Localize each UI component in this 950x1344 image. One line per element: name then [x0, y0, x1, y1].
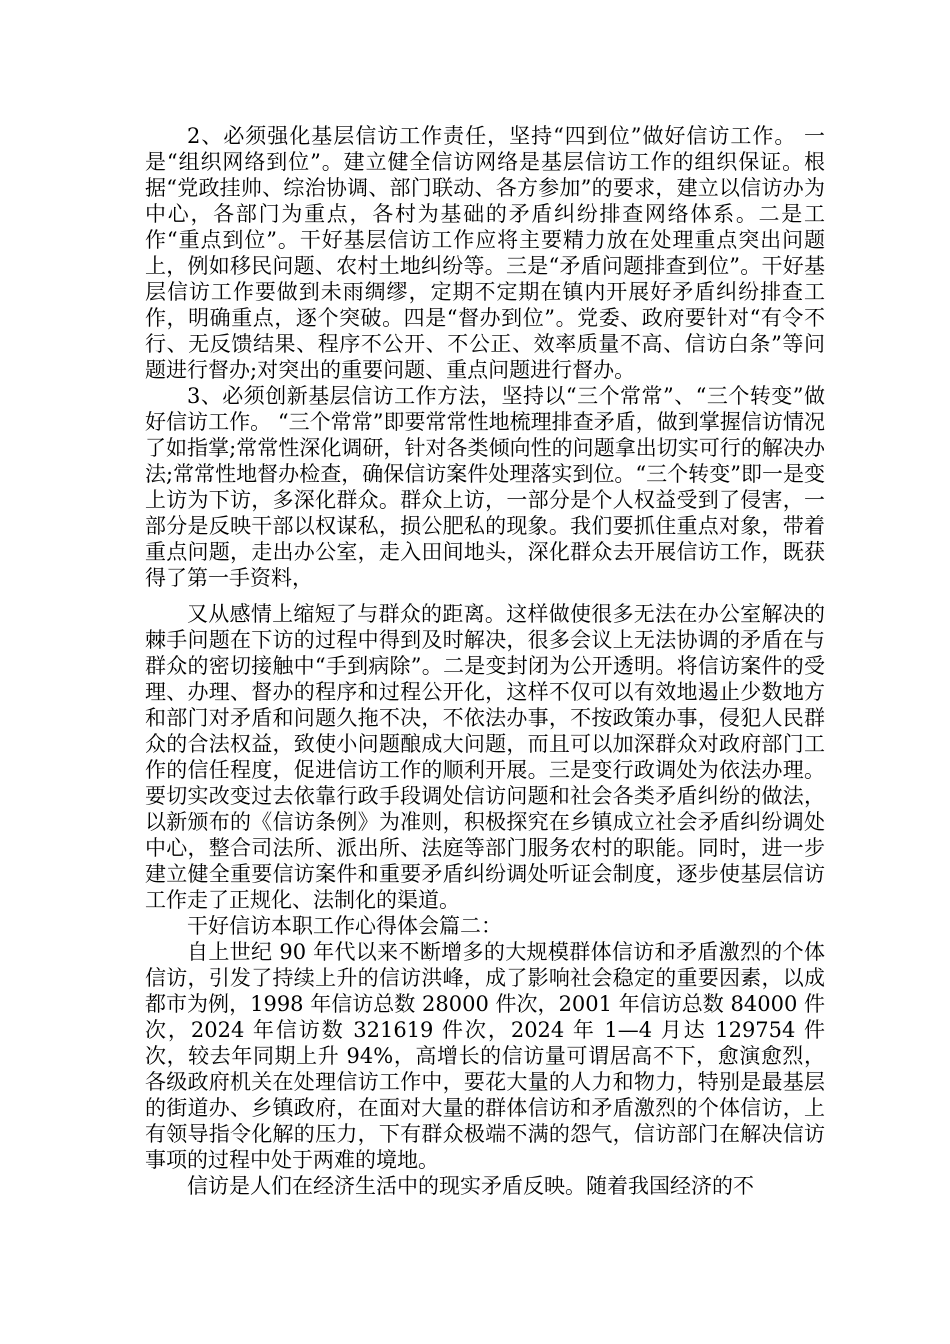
- paragraph-four-in-place: 2、必须强化基层信访工作责任，坚持“四到位”做好信访工作。 一是“组织网络到位”。建立健全信访网络是基层信访工作的组织保证。根据“党政挂帅、综治协调、部门联动、各方参加”的要求，建立以信访办为中心，各部门为重点，各村为基础的矛盾纠纷排查网络体系。二是工作“重点到位”。干好基层信访工作应将主要精力放在处理重点突出问题上，例如移民问题、农村土地纠纷等。三是“矛盾问题排查到位”。干好基层信访工作要做到未雨绸缪，定期不定期在镇内开展好矛盾纠纷排查工作，明确重点，逐个突破。四是“督办到位”。党委、政府要针对“有令不行、无反馈结果、程序不公开、不公正、效率质量不高、信访白条”等问题进行督办;对突出的重要问题、重点问题进行督办。: [145, 124, 825, 382]
- paragraph-innovate-methods: 3、必须创新基层信访工作方法，坚持以“三个常常”、“三个转变”做好信访工作。 “三个常常”即要常常性地梳理排查矛盾，做到掌握信访情况了如指掌;常常性深化调研，针对各类倾向性的问题拿出切实可行的解决办法;常常性地督办检查，确保信访案件处理落实到位。“三个转变”即一是变上访为下访，多深化群众。群众上访，一部分是个人权益受到了侵害，一部分是反映干部以权谋私，损公肥私的现象。我们要抓住重点对象，带着重点问题，走出办公室，走入田间地头，深化群众去开展信访工作，既获得了第一手资料，: [145, 384, 825, 590]
- paragraph-shorten-distance: 又从感情上缩短了与群众的距离。这样做使很多无法在办公室解决的棘手问题在下访的过程中得到及时解决，很多会议上无法协调的矛盾在与群众的密切接触中“手到病除”。二是变封闭为公开透明。将信访案件的受理、办理、督办的程序和过程公开化，这样不仅可以有效地遏止少数地方和部门对矛盾和问题久拖不决，不依法办事，不按政策办事，侵犯人民群众的合法权益，致使小问题酿成大问题，而且可以加深群众对政府部门工作的信任程度，促进信访工作的顺利开展。三是变行政调处为依法办理。要切实改变过去依靠行政手段调处信访问题和社会各类矛盾纠纷的做法，以新颁布的《信访条例》为准则，积极探究在乡镇成立社会矛盾纠纷调处中心，整合司法所、派出所、法庭等部门服务农村的职能。同时，进一步建立健全重要信访案件和重要矛盾纠纷调处听证会制度，逐步使基层信访工作走了正规化、法制化的渠道。: [145, 602, 825, 912]
- paragraph-petition-reflection: 信访是人们在经济生活中的现实矛盾反映。随着我国经济的不: [187, 1174, 754, 1198]
- document-page: [145, 123, 825, 1199]
- paragraph-petition-statistics: 自上世纪 90 年代以来不断增多的大规模群体信访和矛盾激烈的个体信访，引发了持续上升的信访洪峰，成了影响社会稳定的重要因素，以成都市为例，1998 年信访总数 28000 件次，2001 年信访总数 84000 件次，2024 年信访数 321619 件次，2024 年 1—4 月达 129754 件次，较去年同期上升 94%，高增长的信访量可谓居高不下，愈演愈烈，各级政府机关在处理信访工作中，要花大量的人力和物力，特别是最基层的街道办、乡镇政府，在面对大量的群体信访和矛盾激烈的个体信访，上有领导指令化解的压力，下有群众极端不满的怨气，信访部门在解决信访事项的过程中处于两难的境地。: [145, 940, 825, 1172]
- section-heading-part-two: 干好信访本职工作心得体会篇二：: [187, 914, 502, 938]
